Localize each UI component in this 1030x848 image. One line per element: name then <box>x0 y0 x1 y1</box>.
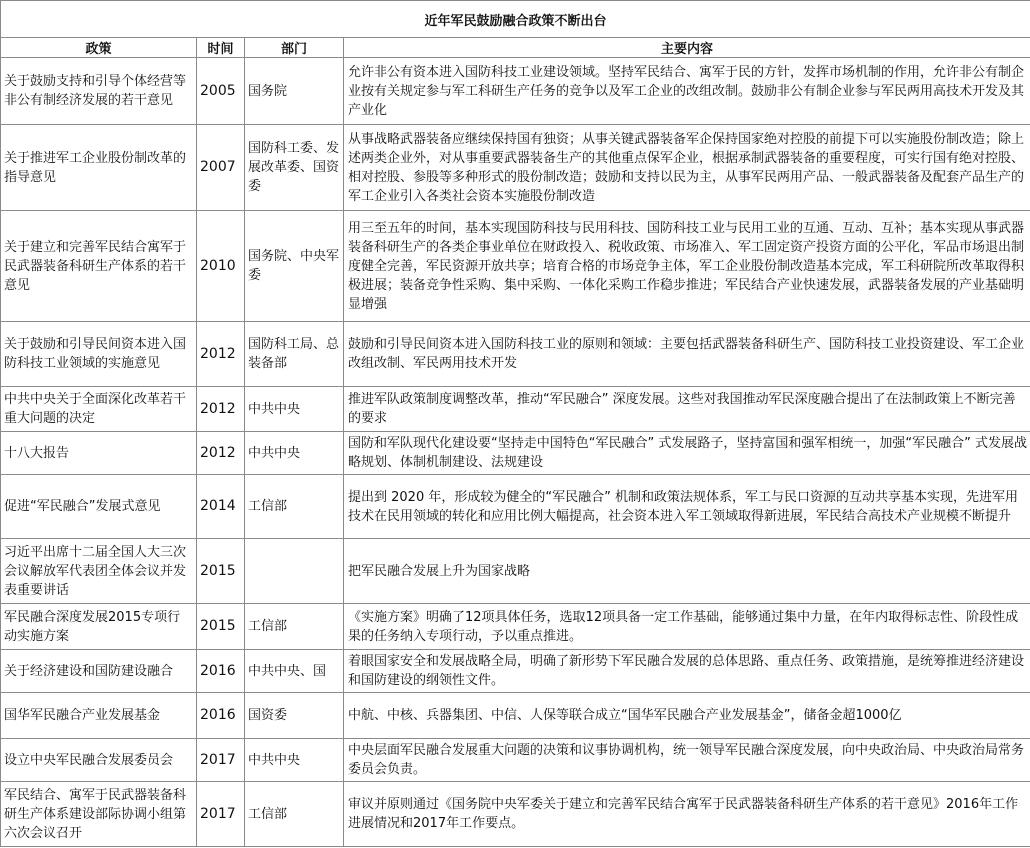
header-year: 时间 <box>197 38 245 58</box>
table-row <box>1 211 1030 322</box>
cell-policy: 设立中央军民融合发展委员会 <box>1 739 197 782</box>
cell-content: 把军民融合发展上升为国家战略 <box>344 539 1030 604</box>
cell-dept: 工信部 <box>245 604 344 650</box>
table-row <box>1 432 1030 475</box>
cell-year: 2017 <box>197 782 245 847</box>
cell-policy: 促进“军民融合”发展式意见 <box>1 475 197 539</box>
cell-policy: 关于建立和完善军民结合寓军于民武器装备科研生产体系的若干意见 <box>1 211 197 322</box>
cell-year: 2014 <box>197 475 245 539</box>
cell-content: 鼓励和引导民间资本进入国防科技工业的原则和领域：主要包括武器装备科研生产、国防科技工业投资建设、军工企业改组改制、军民两用技术开发 <box>344 322 1030 387</box>
cell-dept: 国务院 <box>245 58 344 125</box>
cell-dept: 工信部 <box>245 782 344 847</box>
cell-policy: 军民融合深度发展2015专项行动实施方案 <box>1 604 197 650</box>
header-content: 主要内容 <box>344 38 1030 58</box>
table-title: 近年军民鼓励融合政策不断出台 <box>1 1 1030 38</box>
cell-dept: 工信部 <box>245 475 344 539</box>
cell-year: 2012 <box>197 387 245 432</box>
table-row <box>1 650 1030 693</box>
cell-dept: 中共中央 <box>245 739 344 782</box>
cell-policy: 国华军民融合产业发展基金 <box>1 693 197 739</box>
cell-year: 2007 <box>197 125 245 211</box>
cell-content: 从事战略武器装备应继续保持国有独资；从事关键武器装备军企保持国家绝对控股的前提下可以实施股份制改造；除上述两类企业外，对从事重要武器装备生产的其他重点保军企业，根据承制武器装备的重要程度，可实行国有绝对控股、相对控股、参股等多种形式的股份制改造；鼓励和支持以民为主，从事军民两用产品、一般武器装备及配套产品生产的军工企业引入各类社会资本实施股份制改造 <box>344 125 1030 211</box>
cell-dept <box>245 539 344 604</box>
cell-dept: 中共中央、国 <box>245 650 344 693</box>
cell-content: 提出到 2020 年，形成较为健全的“军民融合” 机制和政策法规体系，军工与民口资源的互动共享基本实现，先进军用技术在民用领域的转化和应用比例大幅提高，社会资本进入军工领域取得新进展，军民结合高技术产业规模不断提升 <box>344 475 1030 539</box>
cell-year: 2015 <box>197 539 245 604</box>
table-row <box>1 125 1030 211</box>
table-row <box>1 739 1030 782</box>
cell-policy: 十八大报告 <box>1 432 197 475</box>
cell-dept: 国资委 <box>245 693 344 739</box>
header-dept: 部门 <box>245 38 344 58</box>
header-policy: 政策 <box>1 38 197 58</box>
cell-content: 允许非公有资本进入国防科技工业建设领域。坚持军民结合、寓军于民的方针，发挥市场机制的作用，允许非公有制企业按有关规定参与军工科研生产任务的竞争以及军工企业的改组改制。鼓励非公有制企业参与军民两用高技术开发及其产业化 <box>344 58 1030 125</box>
cell-year: 2010 <box>197 211 245 322</box>
table-row <box>1 539 1030 604</box>
cell-dept: 中共中央 <box>245 387 344 432</box>
cell-year: 2012 <box>197 432 245 475</box>
cell-policy: 关于鼓励和引导民间资本进入国防科技工业领域的实施意见 <box>1 322 197 387</box>
cell-content: 中央层面军民融合发展重大问题的决策和议事协调机构，统一领导军民融合深度发展，向中央政治局、中央政治局常务委员会负责。 <box>344 739 1030 782</box>
cell-year: 2005 <box>197 58 245 125</box>
table-row <box>1 58 1030 125</box>
cell-year: 2012 <box>197 322 245 387</box>
cell-dept: 国防科工局、总装备部 <box>245 322 344 387</box>
cell-year: 2016 <box>197 650 245 693</box>
cell-policy: 关于推进军工企业股份制改革的指导意见 <box>1 125 197 211</box>
cell-content: 国防和军队现代化建设要“坚持走中国特色“军民融合” 式发展路子，坚持富国和强军相统一，加强“军民融合” 式发展战略规划、体制机制建设、法规建设 <box>344 432 1030 475</box>
table-row <box>1 693 1030 739</box>
cell-dept: 国务院、中央军委 <box>245 211 344 322</box>
cell-content: 《实施方案》明确了12项具体任务，选取12项具备一定工作基础，能够通过集中力量，在年内取得标志性、阶段性成果的任务纳入专项行动，予以重点推进。 <box>344 604 1030 650</box>
table-row <box>1 475 1030 539</box>
cell-content: 审议并原则通过《国务院中央军委关于建立和完善军民结合寓军于民武器装备科研生产体系的若干意见》2016年工作进展情况和2017年工作要点。 <box>344 782 1030 847</box>
cell-policy: 军民结合、寓军于民武器装备科研生产体系建设部际协调小组第六次会议召开 <box>1 782 197 847</box>
cell-content: 着眼国家安全和发展战略全局，明确了新形势下军民融合发展的总体思路、重点任务、政策措施，是统筹推进经济建设和国防建设的纲领性文件。 <box>344 650 1030 693</box>
cell-year: 2017 <box>197 739 245 782</box>
cell-policy: 习近平出席十二届全国人大三次会议解放军代表团全体会议并发表重要讲话 <box>1 539 197 604</box>
table-row <box>1 604 1030 650</box>
cell-policy: 关于经济建设和国防建设融合 <box>1 650 197 693</box>
cell-dept: 中共中央 <box>245 432 344 475</box>
table-row <box>1 387 1030 432</box>
table-row <box>1 322 1030 387</box>
cell-year: 2015 <box>197 604 245 650</box>
cell-policy: 关于鼓励支持和引导个体经营等非公有制经济发展的若干意见 <box>1 58 197 125</box>
cell-policy: 中共中央关于全面深化改革若干重大问题的决定 <box>1 387 197 432</box>
cell-content: 中航、中核、兵器集团、中信、人保等联合成立“国华军民融合产业发展基金”，储备金超1000亿 <box>344 693 1030 739</box>
cell-content: 推进军队政策制度调整改革，推动“军民融合” 深度发展。这些对我国推动军民深度融合提出了在法制政策上不断完善的要求 <box>344 387 1030 432</box>
table-row <box>1 782 1030 847</box>
cell-content: 用三至五年的时间，基本实现国防科技与民用科技、国防科技工业与民用工业的互通、互动、互补；基本实现从事武器装备科研生产的各类企事业单位在财政投入、税收政策、市场准入、军工固定资产投资方面的公平化，军品市场退出制度健全完善，军民资源开放共享；培育合格的市场竞争主体，军工企业股份制改造基本完成，军工科研院所改革取得积极进展；装备竞争性采购、集中采购、一体化采购工作稳步推进；军民结合产业快速发展，武器装备发展的产业基础明显增强 <box>344 211 1030 322</box>
cell-year: 2016 <box>197 693 245 739</box>
cell-dept: 国防科工委、发展改革委、国资委 <box>245 125 344 211</box>
